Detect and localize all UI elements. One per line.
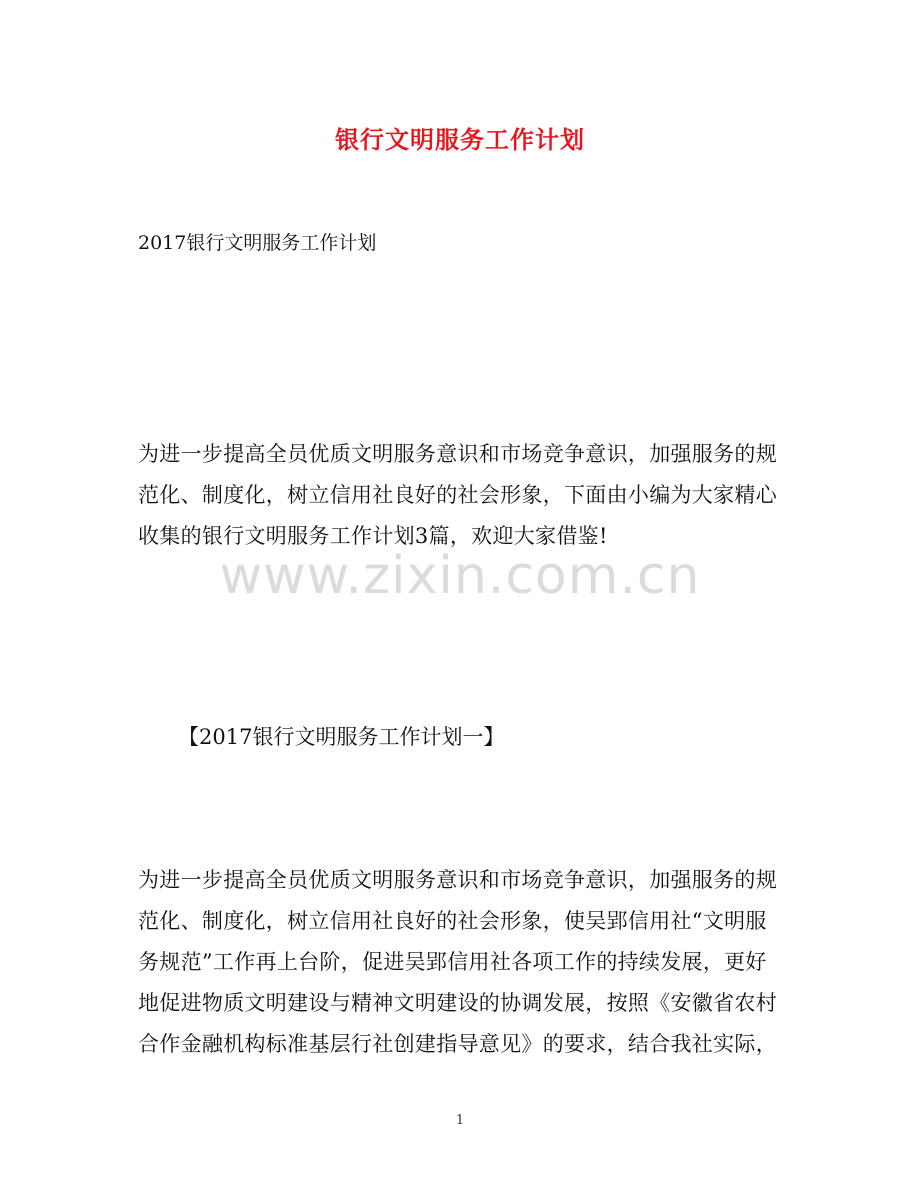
body-line: 务规范”工作再上台阶，促进吴郢信用社各项工作的持续发展，更好 [138,950,767,974]
document-subtitle: 2017银行文明服务工作计划 [138,232,377,254]
section-heading: 【2017银行文明服务工作计划一】 [178,725,505,749]
body-line: 为进一步提高全员优质文明服务意识和市场竞争意识，加强服务的规 [138,868,777,892]
watermark: www.zixin.com.cn [219,546,701,606]
body-line: 合作金融机构标准基层行社创建指导意见》的要求，结合我社实际， [138,1032,777,1056]
body-paragraph [138,860,788,1065]
page-number: 1 [455,1113,465,1128]
intro-line: 为进一步提高全员优质文明服务意识和市场竞争意识，加强服务的规 [138,442,777,466]
body-line: 范化、制度化，树立信用社良好的社会形象，使吴郢信用社“文明服 [138,909,767,933]
document-title: 银行文明服务工作计划 [335,125,585,154]
body-line: 地促进物质文明建设与精神文明建设的协调发展，按照《安徽省农村 [138,991,777,1015]
intro-line: 收集的银行文明服务工作计划3篇，欢迎大家借鉴! [138,524,608,548]
intro-line: 范化、制度化，树立信用社良好的社会形象，下面由小编为大家精心 [138,483,777,507]
intro-paragraph [138,434,788,557]
